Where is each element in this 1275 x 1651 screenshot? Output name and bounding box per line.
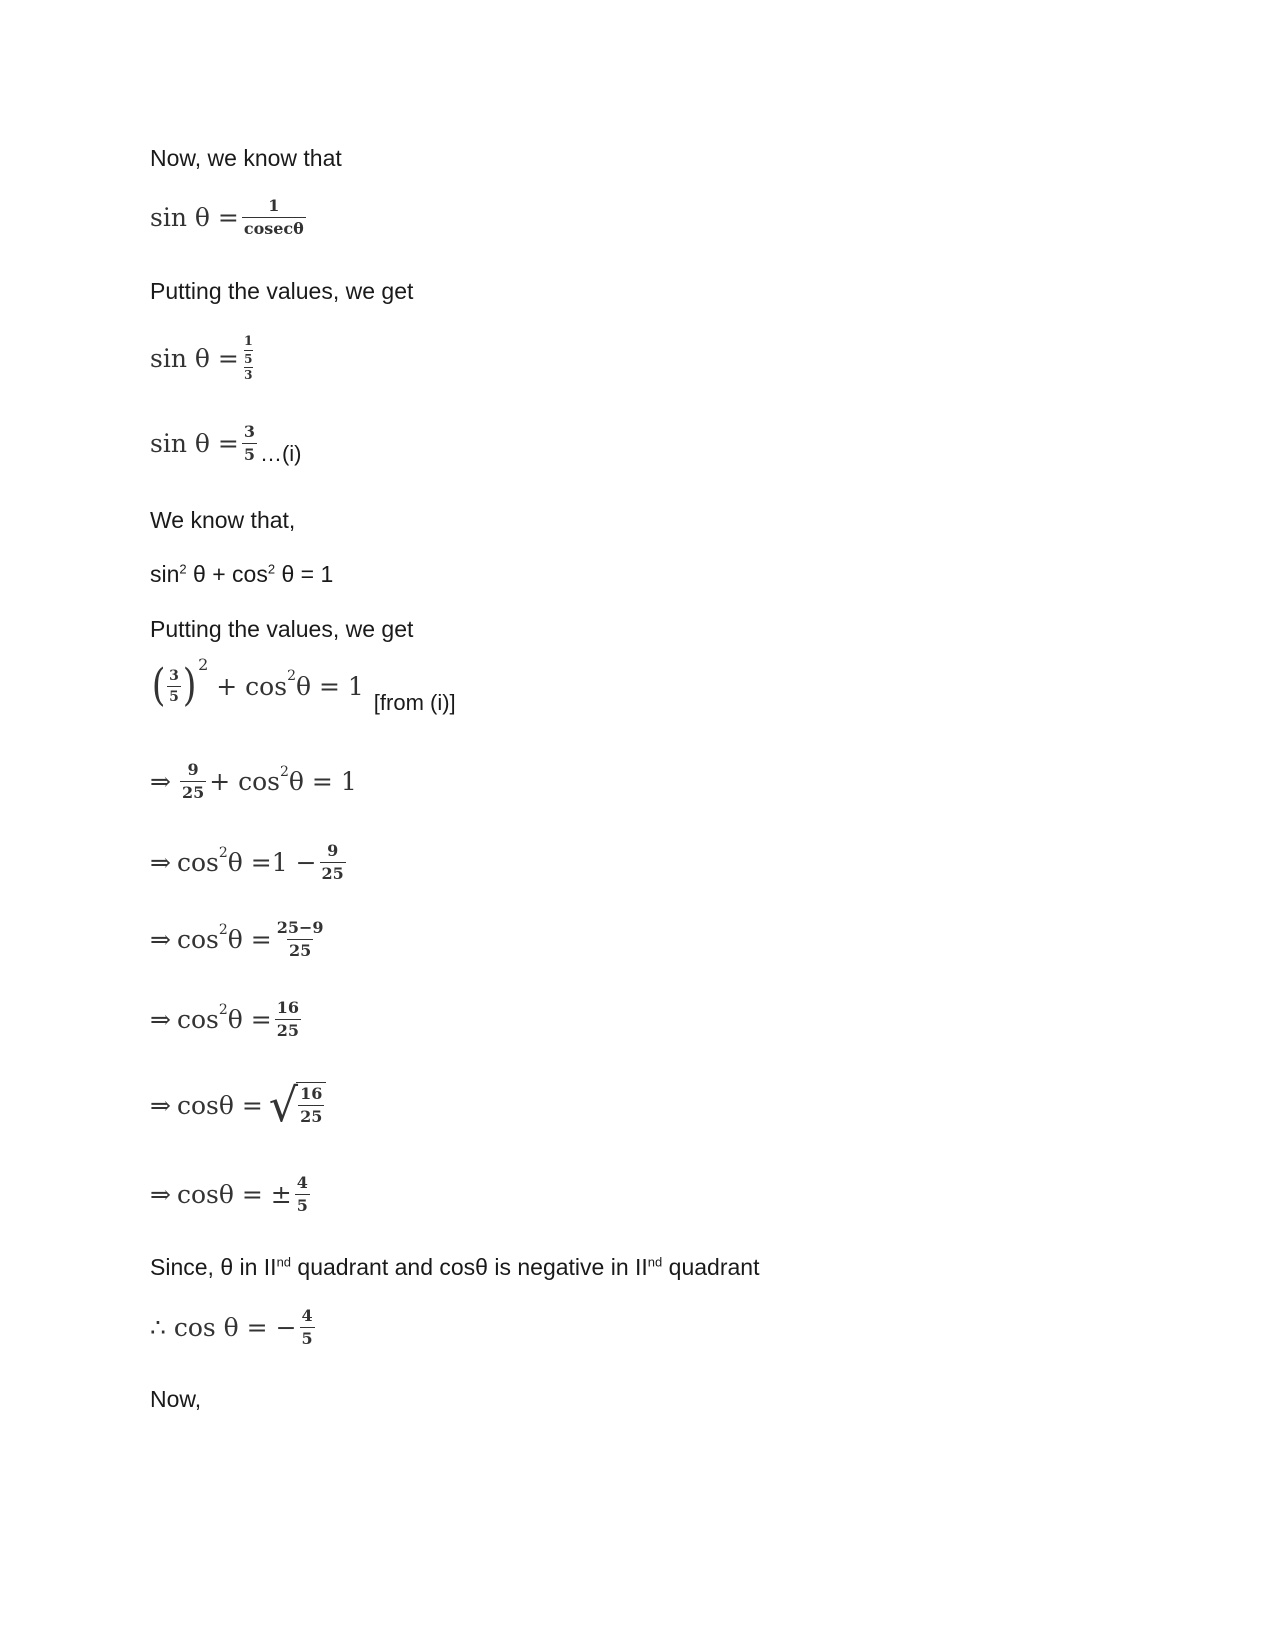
eq-part: θ = [227,925,272,954]
fraction [167,669,181,704]
numerator: 25−9 [276,918,324,937]
implies-arrow: ⇒ [150,1180,171,1209]
eq-part: θ = 1 [295,671,364,701]
eq-part: cosθ = [176,1090,263,1120]
eq-part: θ = 1 [288,767,357,796]
denominator: 5 [243,445,255,464]
fraction [242,198,306,237]
statement-part: quadrant and cosθ is negative in II [291,1254,648,1280]
eq-lhs: ∴ cos θ = − [150,1313,297,1342]
text-line: Putting the values, we get [150,616,414,642]
exponent: 2 [280,763,289,780]
numerator: 3 [169,667,179,684]
exponent: 2 [179,561,187,577]
identity-part: sin [150,561,180,587]
fraction [298,1086,324,1125]
fraction [320,843,346,882]
exponent: 2 [287,668,296,684]
numerator: 4 [301,1306,313,1325]
eq-lhs: sin θ = [150,429,239,458]
implies-arrow: ⇒ [150,848,171,877]
eq-lhs: sin θ = [150,203,239,232]
denominator: 5 [301,1329,313,1348]
numerator: 9 [327,841,339,860]
exponent: 2 [267,561,276,577]
exponent: 2 [218,921,228,938]
eq-part: + cos [216,671,288,701]
implies-arrow: ⇒ [150,1090,171,1120]
nested-denominator: 3 [244,367,253,382]
implies-arrow: ⇒ [150,925,171,954]
equation-step-6 [150,1175,313,1214]
numerator: 9 [187,760,199,779]
text-line: We know that, [150,507,296,533]
square-root [268,1078,327,1132]
implies-arrow: ⇒ [150,767,171,796]
nested-numerator: 5 [244,352,253,366]
statement-part: quadrant [662,1254,760,1280]
numerator: 3 [243,422,255,441]
radicand [296,1082,326,1128]
eq-part: cos [176,1005,219,1034]
eq-part: cos [176,925,219,954]
quadrant-statement [150,1254,759,1281]
implies-arrow: ⇒ [150,1005,171,1034]
equation-sin-value [150,422,302,466]
denominator: 5 [296,1196,308,1215]
ordinal-suffix: nd [647,1254,663,1270]
left-paren: ( [151,660,166,711]
compound-fraction [242,335,255,381]
exponent: 2 [218,844,228,861]
identity-part: θ = 1 [275,561,334,587]
eq-part: + cos [209,767,280,796]
equation-step-4 [150,1000,304,1039]
text-line: Putting the values, we get [150,278,414,304]
equation-tag: …(i) [259,441,302,466]
eq-lhs: sin θ = [150,343,239,373]
text-line: Now, we know that [150,145,342,171]
text-line: Now, [150,1386,202,1412]
denominator: cosecθ [243,219,304,238]
statement-part: Since, θ in II [150,1254,277,1280]
equation-sin-reciprocal [150,198,309,237]
right-paren: ) [182,660,197,711]
eq-part: θ =1 − [227,848,317,877]
denominator: 25 [288,941,312,960]
identity-part: θ + cos [186,561,268,587]
reference-note: [from (i)] [373,690,456,715]
denominator: 5 [167,686,181,704]
nested-fraction [244,350,253,381]
fraction [300,1308,315,1347]
fraction [275,920,326,959]
equation-conclusion [150,1308,318,1347]
numerator: 1 [268,196,280,215]
equation-step-1 [150,762,357,801]
denominator: 25 [276,1021,299,1040]
radical-sign: √ [268,1078,299,1132]
numerator: 16 [300,1084,323,1103]
numerator: 4 [296,1173,308,1192]
equation-sin-substitute [150,335,258,381]
identity-line [150,561,333,588]
fraction [180,762,206,801]
exponent: 2 [198,654,209,674]
equation-step-2 [150,843,349,882]
denominator: 25 [321,864,344,883]
ordinal-suffix: nd [276,1254,292,1270]
equation-step-5 [150,1078,326,1132]
fraction [275,1000,301,1039]
numerator: 1 [243,334,253,349]
denominator: 25 [300,1107,323,1126]
equation-square-sum [150,654,456,715]
numerator: 16 [276,998,299,1017]
eq-part: θ = [227,1005,272,1034]
fraction [295,1175,310,1214]
eq-part: cos [176,848,219,877]
denominator: 25 [181,783,205,802]
eq-part: cosθ = ± [176,1180,292,1209]
equation-step-3 [150,920,329,959]
fraction [242,424,257,463]
exponent: 2 [218,1001,228,1018]
